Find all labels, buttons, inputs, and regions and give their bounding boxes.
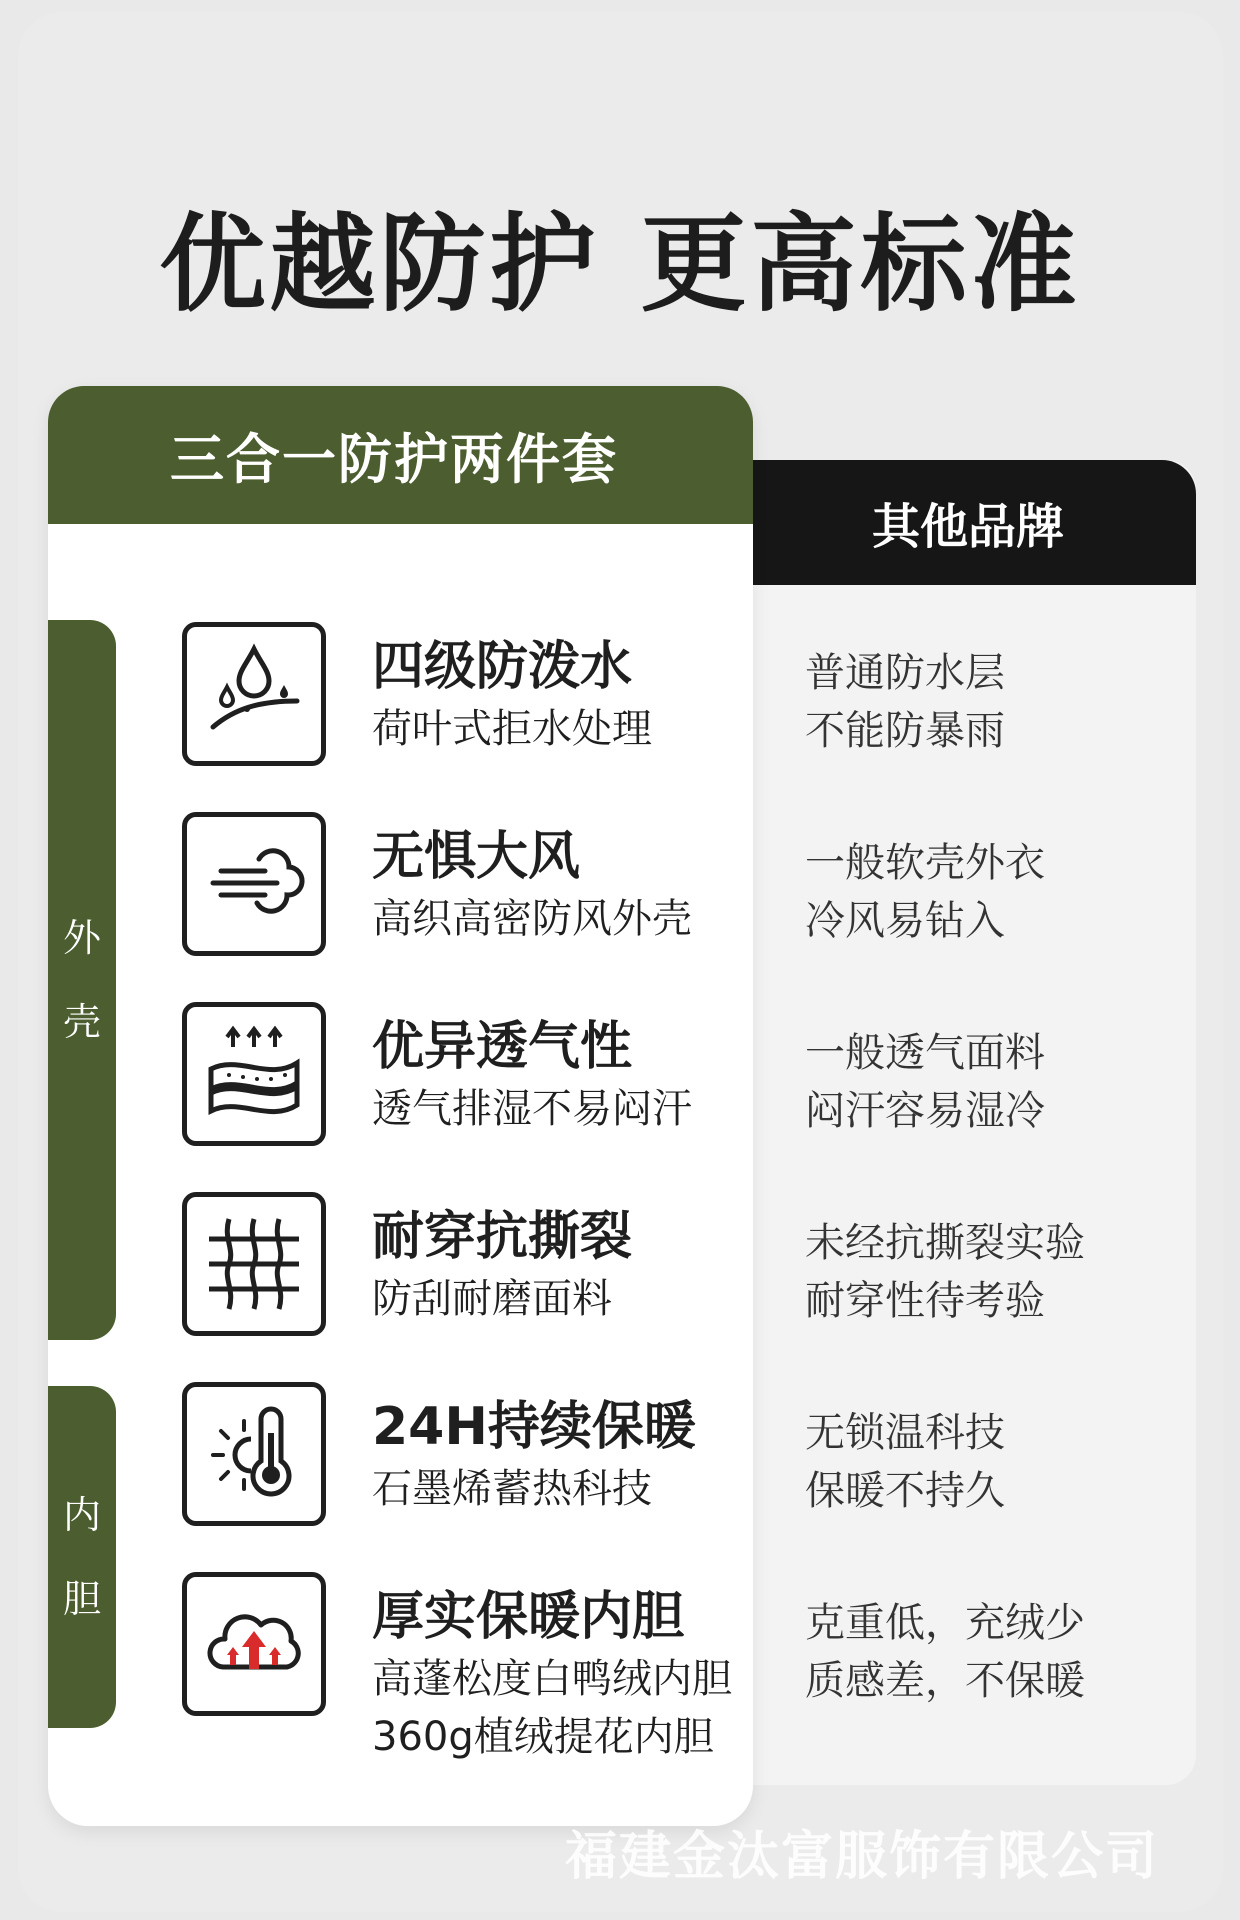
side-tab-char: 内 bbox=[62, 1493, 101, 1537]
other-line: 未经抗撕裂实验 bbox=[805, 1220, 1085, 1266]
other-brands-header: 其他品牌 bbox=[740, 460, 1196, 585]
page-title: 优越防护 更高标准 bbox=[159, 203, 1081, 326]
feature-title: 24H持续保暖 bbox=[372, 1397, 696, 1457]
feature-subtitle: 透气排湿不易闷汗 bbox=[372, 1086, 692, 1132]
other-line: 闷汗容易湿冷 bbox=[805, 1088, 1045, 1134]
other-line: 普通防水层 bbox=[805, 650, 1005, 696]
other-line: 一般软壳外衣 bbox=[805, 840, 1045, 886]
feature-row bbox=[0, 1572, 1240, 1760]
other-line: 耐穿性待考验 bbox=[805, 1278, 1045, 1324]
other-brand-text bbox=[805, 834, 1045, 950]
watermark: 福建金汰富服饰有限公司 bbox=[565, 1827, 1160, 1887]
side-tab-char: 胆 bbox=[62, 1577, 101, 1621]
other-line: 质感差，不保暖 bbox=[805, 1658, 1085, 1704]
feature-subtitle: 高织高密防风外壳 bbox=[372, 896, 692, 942]
feature-subtitle: 防刮耐磨面料 bbox=[372, 1276, 612, 1322]
product-header: 三合一防护两件套 bbox=[48, 386, 753, 524]
other-line: 冷风易钻入 bbox=[805, 898, 1005, 944]
feature-subtitle: 荷叶式拒水处理 bbox=[372, 706, 652, 752]
other-line: 克重低，充绒少 bbox=[805, 1600, 1085, 1646]
side-tab-char: 外 bbox=[62, 916, 101, 960]
feature-subtitle bbox=[372, 1650, 732, 1766]
other-brand-text bbox=[805, 644, 1005, 760]
other-brand-text bbox=[805, 1214, 1085, 1330]
woven-fabric-icon bbox=[182, 1192, 326, 1336]
feature-title: 优异透气性 bbox=[372, 1017, 633, 1077]
breathable-layers-icon bbox=[182, 1002, 326, 1146]
feature-title: 无惧大风 bbox=[372, 827, 581, 887]
side-tab-char: 壳 bbox=[62, 1000, 101, 1044]
feature-title: 厚实保暖内胆 bbox=[372, 1587, 685, 1647]
feature-row bbox=[0, 812, 1240, 972]
other-brand-text bbox=[805, 1404, 1005, 1520]
other-brand-text bbox=[805, 1024, 1045, 1140]
feature-title: 耐穿抗撕裂 bbox=[372, 1207, 633, 1267]
feature-row bbox=[0, 1382, 1240, 1542]
feature-subtitle-line: 360g植绒提花内胆 bbox=[372, 1714, 714, 1760]
thermometer-sun-icon bbox=[182, 1382, 326, 1526]
feature-subtitle-line: 高蓬松度白鸭绒内胆 bbox=[372, 1656, 732, 1702]
wind-icon bbox=[182, 812, 326, 956]
feature-subtitle: 石墨烯蓄热科技 bbox=[372, 1466, 652, 1512]
other-brand-text bbox=[805, 1594, 1085, 1710]
other-line: 保暖不持久 bbox=[805, 1468, 1005, 1514]
feature-title: 四级防泼水 bbox=[372, 637, 633, 697]
warm-cloud-icon bbox=[182, 1572, 326, 1716]
other-line: 无锁温科技 bbox=[805, 1410, 1005, 1456]
water-drop-icon bbox=[182, 622, 326, 766]
feature-row bbox=[0, 1002, 1240, 1162]
other-line: 一般透气面料 bbox=[805, 1030, 1045, 1076]
other-line: 不能防暴雨 bbox=[805, 708, 1005, 754]
feature-row bbox=[0, 1192, 1240, 1352]
feature-row bbox=[0, 622, 1240, 782]
